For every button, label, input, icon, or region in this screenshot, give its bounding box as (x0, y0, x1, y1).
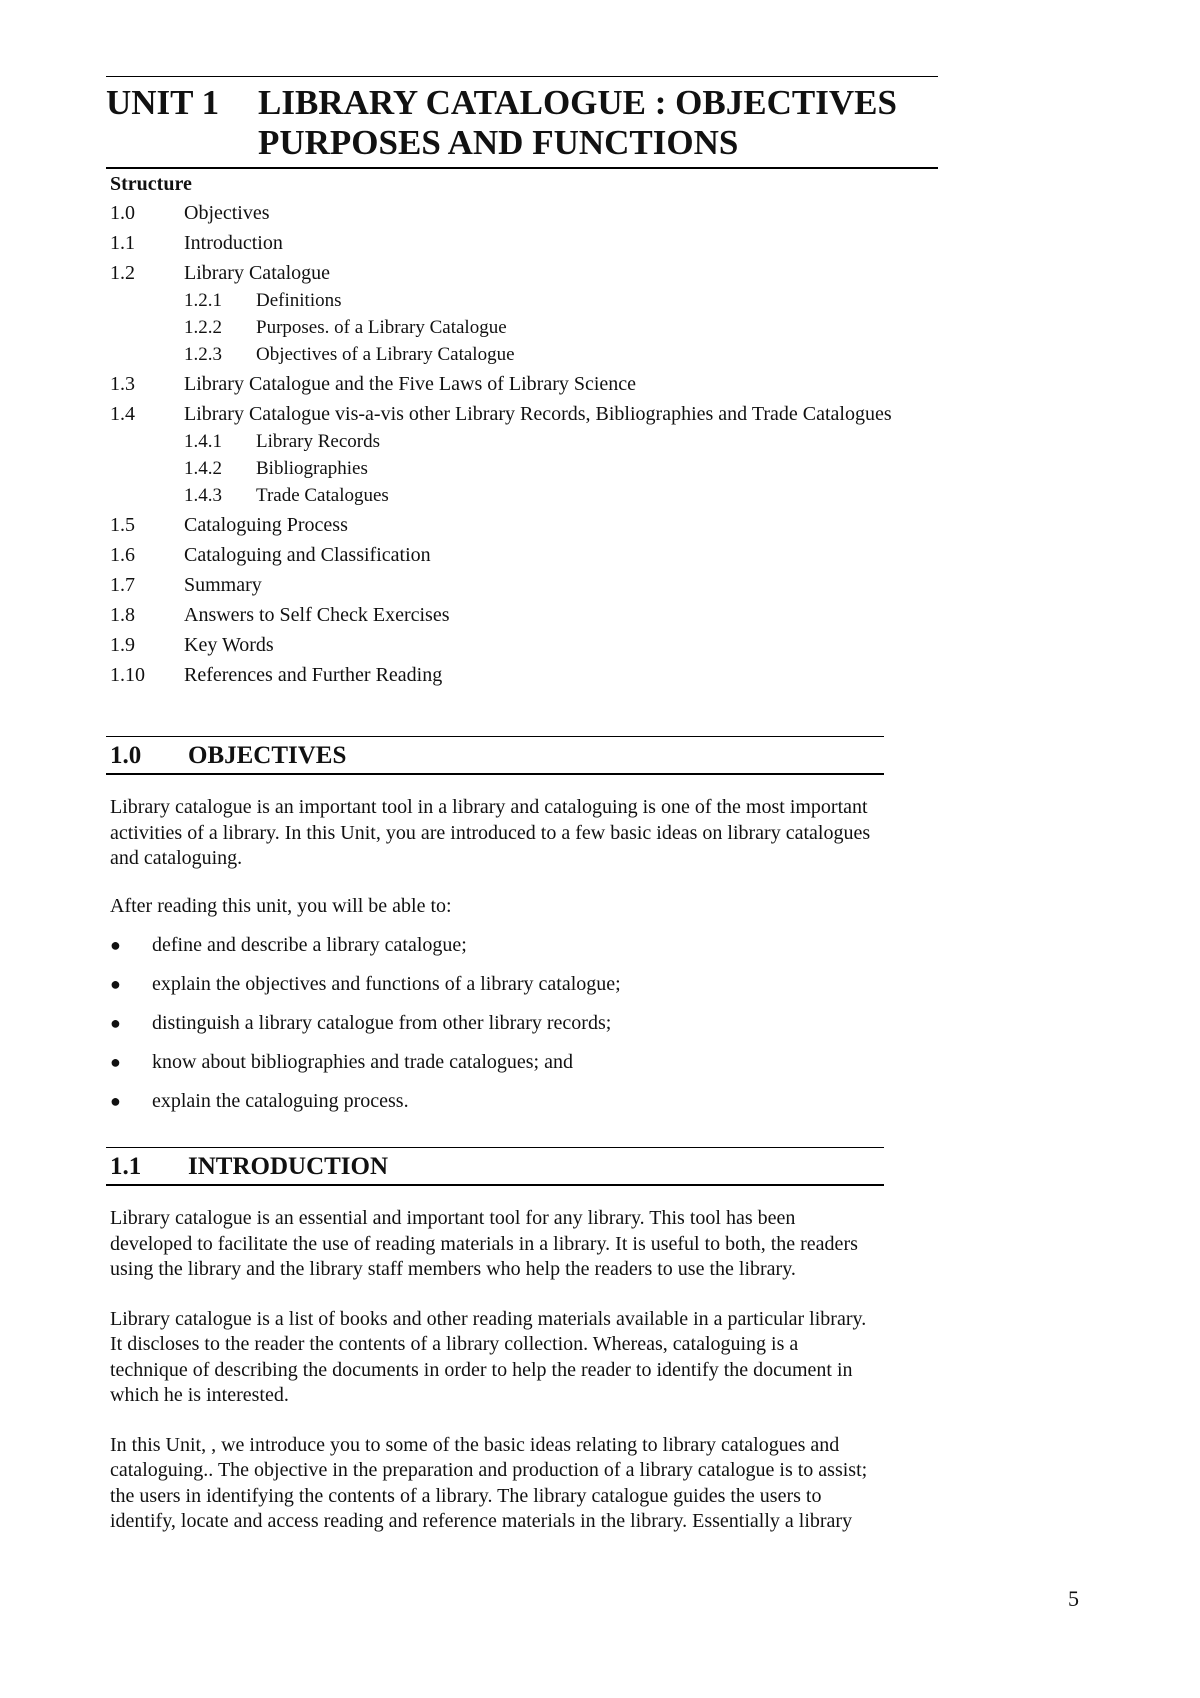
toc-item-number: 1.4 (110, 403, 135, 425)
toc-item-number: 1.6 (110, 544, 135, 566)
objectives-section (106, 736, 884, 1128)
toc-item-number: 1.2.2 (184, 317, 222, 338)
toc-item (110, 402, 930, 427)
toc-item-number: 1.2.3 (184, 344, 222, 365)
section-title: INTRODUCTION (188, 1153, 389, 1180)
toc-item-text: Objectives (184, 202, 270, 224)
objective-bullet-text: distinguish a library catalogue from other library records; (152, 1012, 612, 1034)
toc-item-number: 1.2 (110, 262, 135, 284)
objective-bullet (106, 1011, 884, 1036)
toc-item (110, 573, 930, 598)
toc-item-number: 1.5 (110, 514, 135, 536)
bullet-dot-icon: ● (110, 1052, 121, 1072)
intro-paragraph: Library catalogue is an essential and important tool for any library. This tool has been developed to facilitate the use of reading materials in a library. It is useful to both, the readers using the library and the library staff members who help the readers to use the library. (110, 1207, 858, 1280)
objectives-intro: Library catalogue is an important tool in a library and cataloguing is one of the most important activities of a library. In this Unit, you are introduced to a few basic ideas on library catalogues and cataloguing. (110, 796, 871, 869)
objective-bullet (106, 1089, 884, 1114)
toc-item-number: 1.8 (110, 604, 135, 626)
toc-item (110, 343, 930, 367)
toc-item (110, 201, 930, 226)
page-number: 5 (1068, 1586, 1079, 1611)
toc-item-text: Bibliographies (256, 458, 368, 479)
toc-list (110, 201, 930, 688)
unit-title-line-2: PURPOSES AND FUNCTIONS (258, 123, 739, 162)
toc-item-text: Answers to Self Check Exercises (184, 604, 450, 626)
toc-item-number: 1.2.1 (184, 290, 222, 311)
toc-item-text: References and Further Reading (184, 664, 443, 686)
objectives-list (106, 933, 884, 1114)
toc-item (110, 372, 930, 397)
objective-bullet-text: explain the objectives and functions of a library catalogue; (152, 973, 621, 995)
toc-item-text: Library Catalogue vis-a-vis other Library Records, Bibliographies and Trade Catalogues (184, 403, 892, 425)
toc-item-text: Trade Catalogues (256, 485, 389, 506)
toc-item-number: 1.4.1 (184, 431, 222, 452)
objectives-heading (106, 736, 884, 775)
toc-item (110, 316, 930, 340)
bullet-dot-icon: ● (110, 935, 121, 955)
objective-bullet (106, 1050, 884, 1075)
unit-header (106, 76, 938, 169)
toc-item (110, 457, 930, 481)
toc-item-number: 1.7 (110, 574, 135, 596)
objective-bullet (106, 933, 884, 958)
unit-title-line-1: LIBRARY CATALOGUE : OBJECTIVES (258, 83, 897, 122)
toc-item-text: Library Records (256, 431, 380, 452)
structure-label: Structure (110, 173, 192, 195)
toc-item-text: Cataloguing and Classification (184, 544, 431, 566)
toc-item-text: Introduction (184, 232, 283, 254)
objective-bullet-text: explain the cataloguing process. (152, 1090, 409, 1112)
section-number: 1.1 (110, 1153, 142, 1180)
unit-number: UNIT 1 (106, 83, 220, 122)
toc-item-text: Key Words (184, 634, 274, 656)
toc-item-text: Definitions (256, 290, 342, 311)
bullet-dot-icon: ● (110, 974, 121, 994)
toc-item-number: 1.1 (110, 232, 135, 254)
intro-paragraph: Library catalogue is a list of books and other reading materials available in a particular library. It discloses to the reader the contents of a library collection. Whereas, cataloguing is a technique of describing the documents in order to help the reader to identify the document in which he is interested. (110, 1307, 867, 1406)
intro-paragraph: In this Unit, , we introduce you to some of the basic ideas relating to library catalogues and cataloguing.. The objective in the preparation and production of a library catalogue is to assist; the users in identifying the contents of a library. The library catalogue guides the users to identify, locate and access reading and reference materials in the library. Essentially a library (110, 1433, 868, 1532)
structure-toc (110, 172, 930, 688)
toc-item-text: Cataloguing Process (184, 514, 348, 536)
toc-item-number: 1.9 (110, 634, 135, 656)
toc-item (110, 430, 930, 454)
section-title: OBJECTIVES (188, 742, 347, 769)
bullet-dot-icon: ● (110, 1091, 121, 1111)
toc-item (110, 663, 930, 688)
objectives-lead: After reading this unit, you will be able to: (110, 894, 452, 917)
toc-item (110, 633, 930, 658)
toc-item (110, 603, 930, 628)
toc-item-text: Purposes. of a Library Catalogue (256, 317, 507, 338)
objective-bullet-text: know about bibliographies and trade catalogues; and (152, 1051, 573, 1073)
bullet-dot-icon: ● (110, 1013, 121, 1033)
toc-item-number: 1.0 (110, 202, 135, 224)
toc-item-number: 1.4.2 (184, 458, 222, 479)
toc-item (110, 484, 930, 508)
toc-item-number: 1.4.3 (184, 485, 222, 506)
toc-item-text: Objectives of a Library Catalogue (256, 344, 515, 365)
introduction-section (106, 1147, 884, 1535)
toc-item-text: Library Catalogue (184, 262, 331, 284)
toc-item (110, 513, 930, 538)
toc-item-text: Library Catalogue and the Five Laws of Library Science (184, 373, 637, 395)
toc-item-number: 1.10 (110, 664, 145, 686)
toc-item (110, 543, 930, 568)
objective-bullet-text: define and describe a library catalogue; (152, 934, 467, 956)
toc-item (110, 231, 930, 256)
toc-item-text: Summary (184, 574, 262, 596)
toc-item (110, 289, 930, 313)
introduction-heading (106, 1147, 884, 1186)
toc-item (110, 261, 930, 286)
toc-item-number: 1.3 (110, 373, 135, 395)
objective-bullet (106, 972, 884, 997)
section-number: 1.0 (110, 742, 142, 769)
